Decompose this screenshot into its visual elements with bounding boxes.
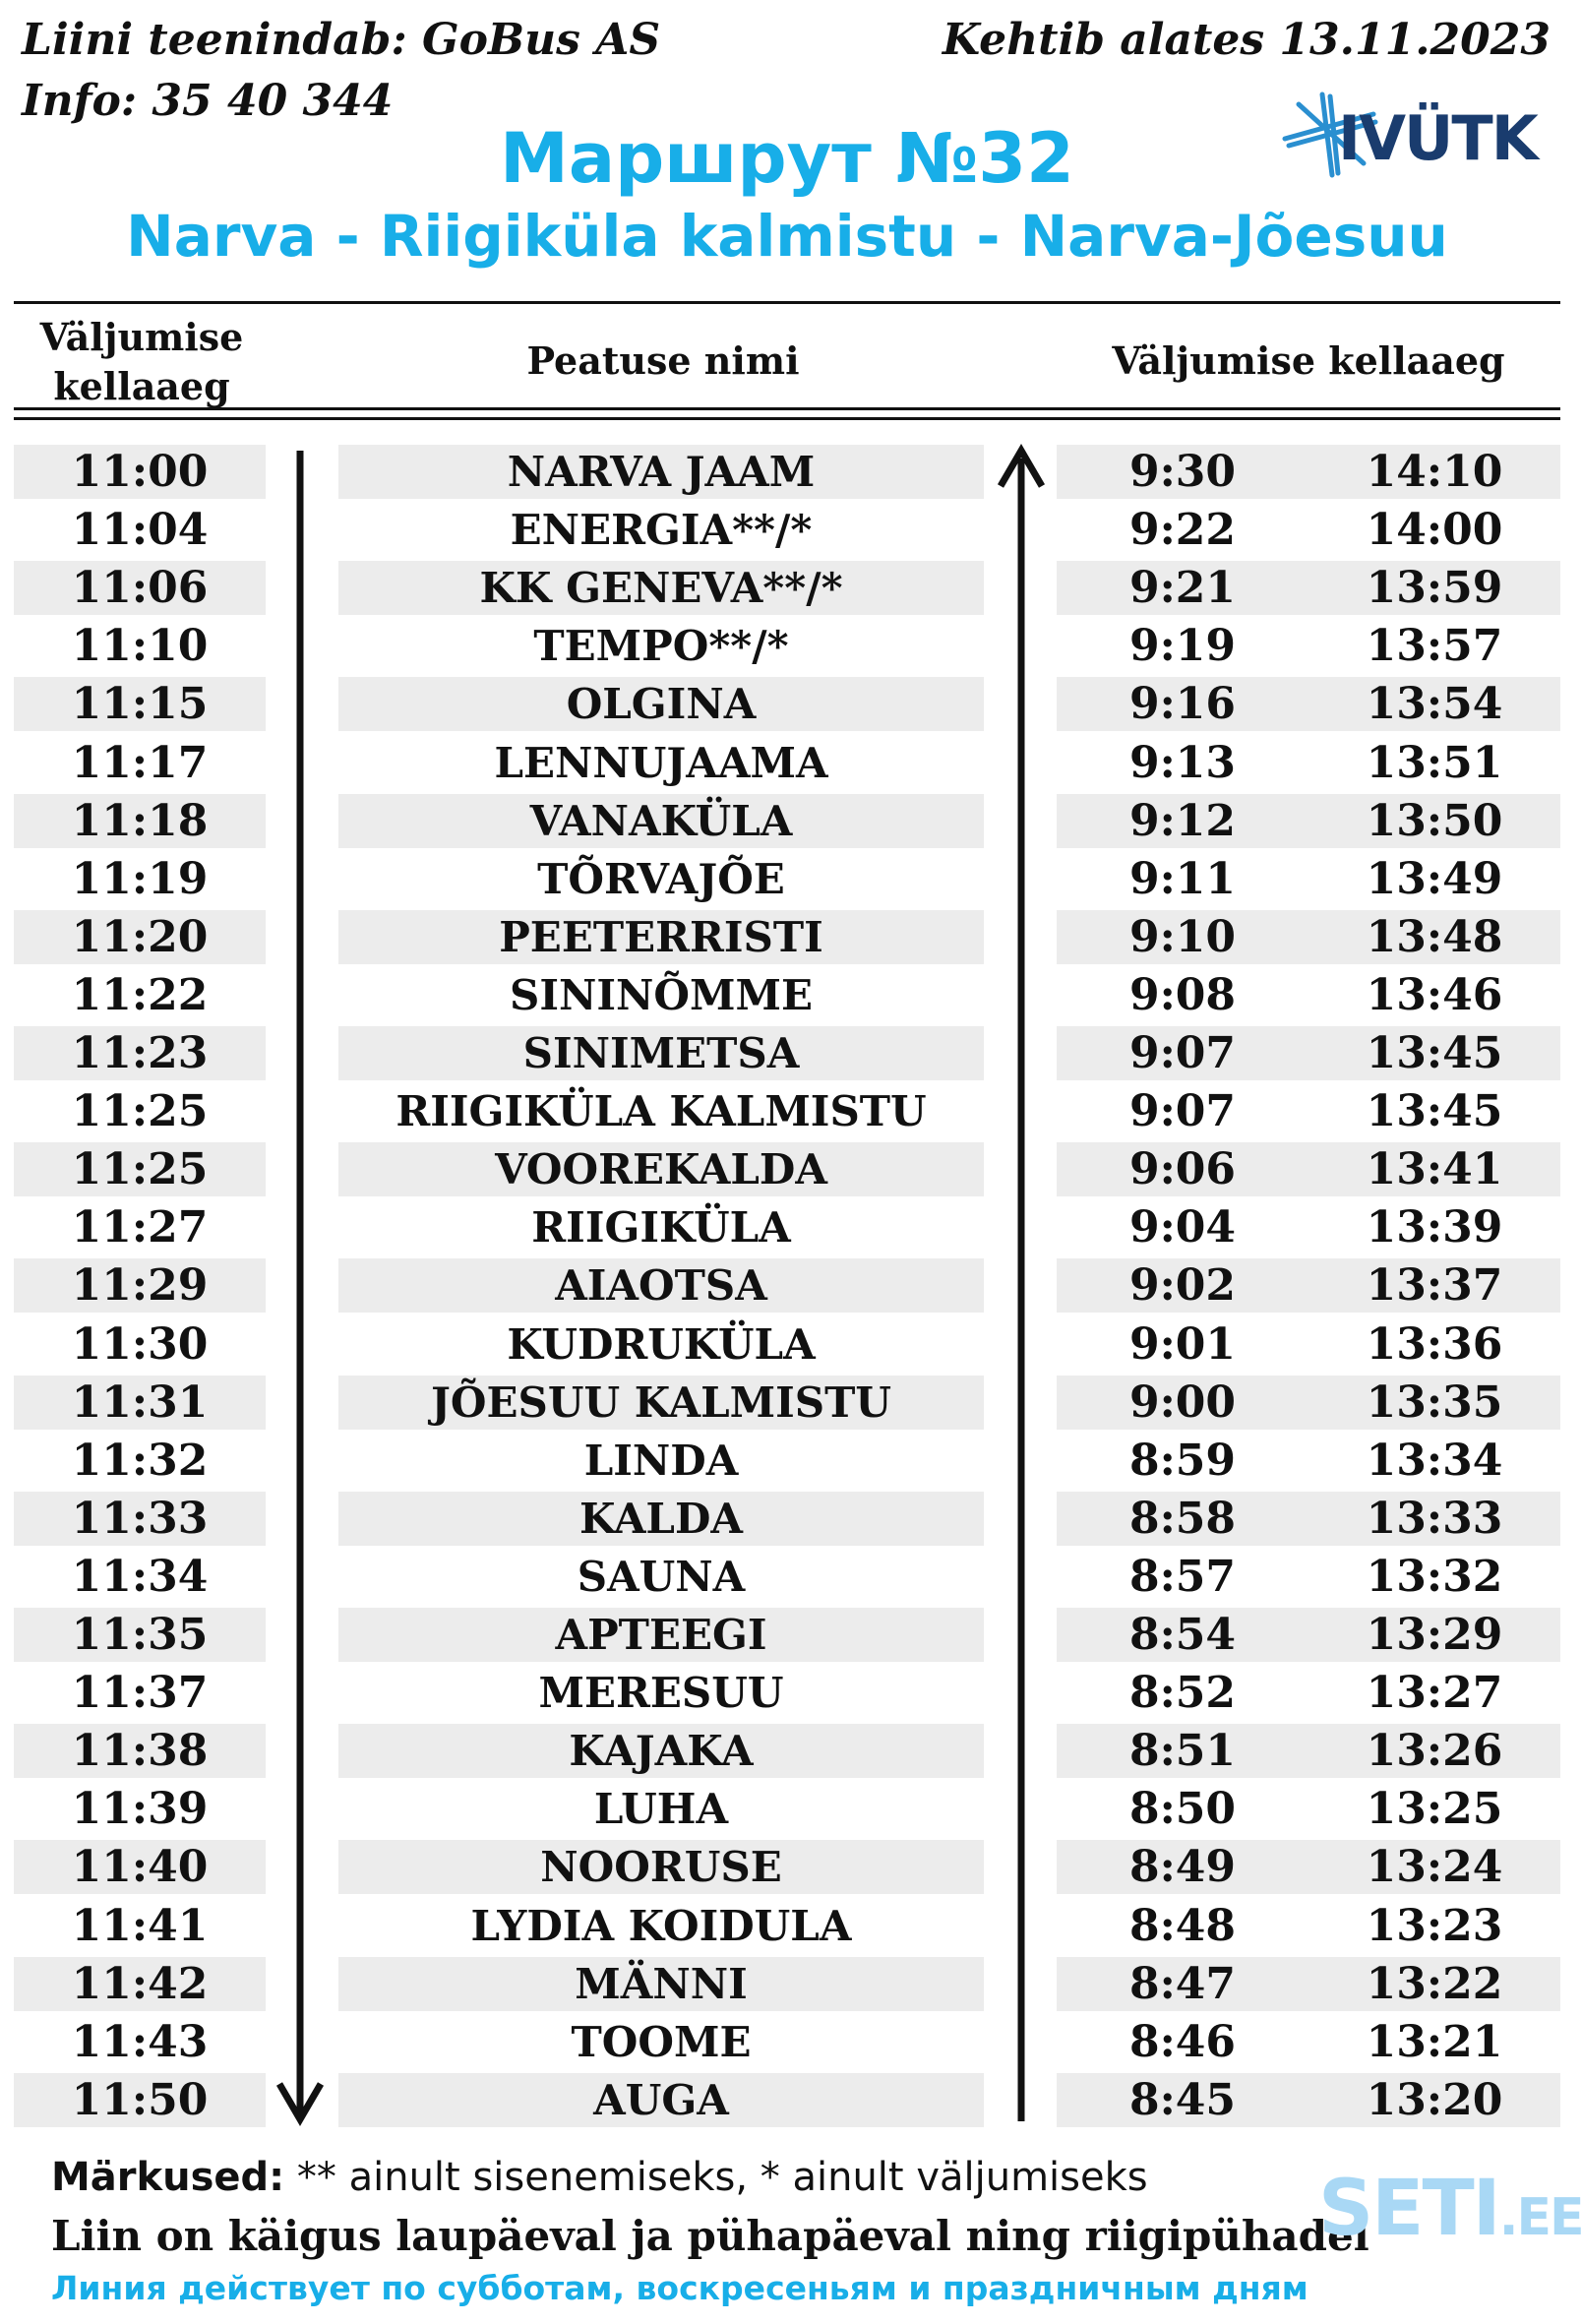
departure-back-2: 13:49 [1366,854,1503,904]
arrow-down-icon [279,451,321,2119]
departure-back-2: 13:45 [1366,1028,1503,1078]
departure-back-2: 13:26 [1366,1726,1503,1776]
stop-name: SININÕMME [510,971,813,1019]
departure-out: 11:38 [71,1726,209,1776]
stop-name: KAJAKA [569,1727,754,1775]
departure-back-2: 13:33 [1366,1494,1503,1544]
col-header-stop-name: Peatuse nimi [526,338,800,383]
departure-back-1: 9:16 [1128,679,1237,729]
departure-back-2: 13:45 [1366,1086,1503,1136]
departure-out: 11:15 [71,679,209,729]
stop-name: LYDIA KOIDULA [470,1902,852,1950]
departure-out: 11:18 [71,796,209,846]
departure-back-1: 9:01 [1128,1319,1237,1370]
departure-out: 11:04 [71,505,209,555]
departure-back-2: 13:27 [1366,1668,1503,1718]
notes-line [51,2155,1148,2200]
stop-name: TÕRVAJÕE [537,855,785,903]
stop-name: VANAKÜLA [529,797,793,845]
departure-back-1: 8:48 [1128,1901,1237,1951]
stop-name: NARVA JAAM [507,448,816,496]
departure-back-1: 8:54 [1128,1610,1237,1660]
departure-back-1: 9:02 [1128,1260,1237,1311]
departure-out: 11:50 [71,2075,209,2125]
stop-name: SINIMETSA [522,1029,800,1077]
departure-back-2: 13:36 [1366,1319,1503,1370]
departure-back-1: 9:19 [1128,621,1237,671]
departure-back-2: 13:35 [1366,1377,1503,1428]
departure-out: 11:29 [71,1260,209,1311]
departure-back-2: 13:21 [1366,2017,1503,2067]
departure-back-1: 9:10 [1128,912,1237,962]
departure-out: 11:39 [71,1784,209,1834]
departure-out: 11:25 [71,1144,209,1194]
departure-back-2: 13:25 [1366,1784,1503,1834]
departure-out: 11:22 [71,970,209,1020]
stop-name: NOORUSE [540,1843,782,1891]
stop-name: KK GENEVA**/* [479,564,843,612]
stop-name: MÄNNI [575,1960,748,2008]
departure-out: 11:23 [71,1028,209,1078]
stop-name: SAUNA [577,1553,746,1601]
stop-name: LENNUJAAMA [494,739,828,787]
departure-back-1: 8:45 [1128,2075,1237,2125]
departure-back-2: 13:23 [1366,1901,1503,1951]
stop-name: KUDRUKÜLA [507,1320,816,1369]
departure-back-2: 13:51 [1366,738,1503,788]
stop-name: VOOREKALDA [495,1145,827,1193]
departure-out: 11:33 [71,1494,209,1544]
departure-back-2: 13:29 [1366,1610,1503,1660]
departure-back-2: 13:57 [1366,621,1503,671]
departure-back-2: 14:10 [1366,447,1503,497]
departure-out: 11:31 [71,1377,209,1428]
departure-back-1: 8:46 [1128,2017,1237,2067]
departure-back-1: 8:50 [1128,1784,1237,1834]
col-header-departure-right: Väljumise kellaaeg [1112,338,1505,383]
departure-back-2: 13:59 [1366,563,1503,613]
stop-name: MERESUU [538,1669,784,1717]
departure-back-1: 8:49 [1128,1842,1237,1892]
logo-text: IVÜTK [1338,102,1537,174]
seti-tld: .EE [1498,2188,1582,2247]
route-subtitle: Narva - Riigiküla kalmistu - Narva-Jõesuu [126,203,1448,270]
departure-back-2: 13:54 [1366,679,1503,729]
departure-out: 11:00 [71,447,209,497]
departure-back-1: 9:11 [1128,854,1237,904]
departure-back-2: 13:50 [1366,796,1503,846]
departure-back-1: 9:12 [1128,796,1237,846]
stop-name: AUGA [593,2076,729,2124]
departure-back-2: 14:00 [1366,505,1503,555]
arrow-up-icon [1001,451,1042,2121]
departure-back-1: 9:22 [1128,505,1237,555]
stop-name: AIAOTSA [555,1261,767,1310]
col-header-departure-left: Väljumise kellaaeg [39,315,244,408]
service-days-et: Liin on käigus laupäeval ja pühapäeval ning riigipühadel [51,2212,1369,2260]
departure-out: 11:06 [71,563,209,613]
departure-back-1: 8:58 [1128,1494,1237,1544]
departure-back-1: 9:30 [1128,447,1237,497]
departure-out: 11:27 [71,1202,209,1253]
stop-name: LINDA [583,1437,739,1485]
departure-out: 11:20 [71,912,209,962]
stop-name: JÕESUU KALMISTU [431,1378,891,1427]
departure-out: 11:25 [71,1086,209,1136]
departure-back-2: 13:32 [1366,1552,1503,1602]
departure-out: 11:30 [71,1319,209,1370]
departure-back-1: 9:07 [1128,1086,1237,1136]
service-days-ru: Линия действует по субботам, воскресеньям и праздничным дням [51,2269,1308,2307]
departure-out: 11:10 [71,621,209,671]
departure-back-1: 8:59 [1128,1436,1237,1486]
departure-back-1: 8:52 [1128,1668,1237,1718]
departure-back-2: 13:37 [1366,1260,1503,1311]
departure-back-2: 13:48 [1366,912,1503,962]
departure-back-1: 9:00 [1128,1377,1237,1428]
stop-name: PEETERRISTI [499,913,823,961]
departure-back-2: 13:24 [1366,1842,1503,1892]
departure-back-1: 8:57 [1128,1552,1237,1602]
departure-back-2: 13:22 [1366,1959,1503,2009]
departure-out: 11:34 [71,1552,209,1602]
operator-text: Liini teenindab: GoBus AS [22,15,661,65]
stop-name: OLGINA [566,680,757,728]
departure-back-1: 9:08 [1128,970,1237,1020]
departure-back-2: 13:41 [1366,1144,1503,1194]
departure-back-1: 9:13 [1128,738,1237,788]
departure-out: 11:32 [71,1436,209,1486]
stop-name: RIIGIKÜLA [531,1203,791,1252]
departure-back-1: 9:06 [1128,1144,1237,1194]
departure-back-1: 9:21 [1128,563,1237,613]
stop-name: RIIGIKÜLA KALMISTU [396,1087,927,1135]
departure-back-2: 13:34 [1366,1436,1503,1486]
stop-name: KALDA [579,1495,743,1543]
stop-name: TOOME [571,2018,752,2066]
departure-out: 11:42 [71,1959,209,2009]
departure-out: 11:19 [71,854,209,904]
departure-out: 11:17 [71,738,209,788]
departure-back-1: 8:47 [1128,1959,1237,2009]
info-phone: Info: 35 40 344 [22,76,394,126]
departure-out: 11:35 [71,1610,209,1660]
departure-out: 11:43 [71,2017,209,2067]
stop-name: LUHA [593,1785,729,1833]
seti-watermark [1318,2165,1582,2253]
departure-back-1: 9:04 [1128,1202,1237,1253]
departure-out: 11:37 [71,1668,209,1718]
stop-name: TEMPO**/* [533,622,789,670]
notes-text: ** ainult sisenemiseks, * ainult väljumiseks [284,2155,1148,2200]
departure-back-2: 13:20 [1366,2075,1503,2125]
stop-name: ENERGIA**/* [510,506,813,554]
route-title: Маршрут №32 [500,118,1074,199]
departure-back-2: 13:46 [1366,970,1503,1020]
valid-from: Kehtib alates 13.11.2023 [942,15,1551,65]
departure-back-2: 13:39 [1366,1202,1503,1253]
seti-brand: SETI [1318,2165,1499,2253]
notes-label: Märkused: [51,2155,285,2200]
departure-back-1: 8:51 [1128,1726,1237,1776]
departure-back-1: 9:07 [1128,1028,1237,1078]
departure-out: 11:40 [71,1842,209,1892]
stop-name: APTEEGI [555,1611,767,1659]
departure-out: 11:41 [71,1901,209,1951]
